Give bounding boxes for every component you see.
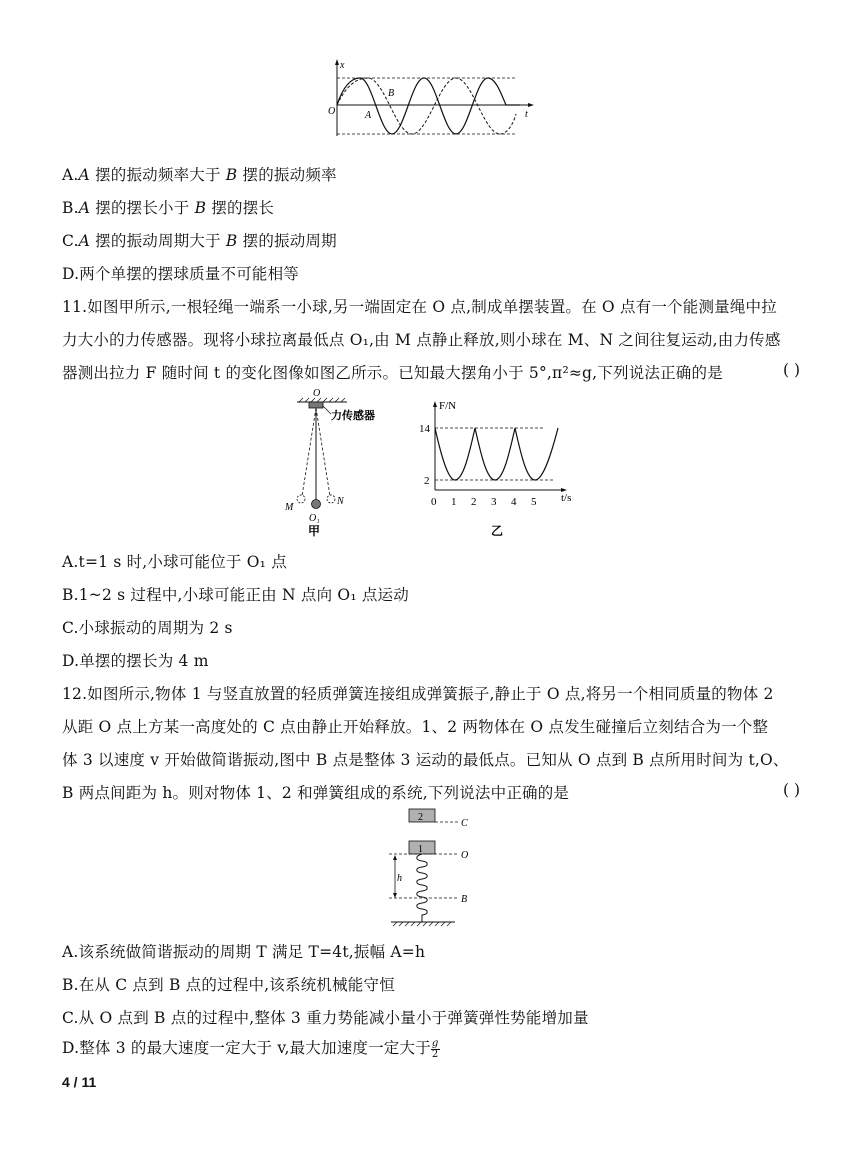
x-tick-4: 4 [511, 496, 517, 508]
y-tick-2: 2 [424, 475, 430, 487]
force-sensor [309, 402, 323, 408]
q12-option-c[interactable]: C.从 O 点到 B 点的过程中,整体 3 重力势能减小量小于弹簧弹性势能增加量 [62, 1009, 589, 1027]
ball-o1 [312, 500, 321, 509]
point-b-label: B [461, 894, 468, 905]
oscillation-graph-ab [320, 56, 540, 146]
point-c-label: C [461, 818, 468, 829]
q11-stem-line3: 器测出拉力 F 随时间 t 的变化图像如图乙所示。已知最大摆角小于 5°,π²≈g,下列说法正确的是 [62, 364, 723, 382]
q12-stem-line4: B 两点间距为 h。则对物体 1、2 和弹簧组成的系统,下列说法中正确的是 [62, 784, 570, 802]
q12-option-d[interactable] [62, 1036, 440, 1060]
force-time-graph-yi [413, 395, 588, 545]
ball-n [327, 495, 335, 503]
x-axis-label: t/s [561, 492, 572, 504]
q11-option-a[interactable]: A.t=1 s 时,小球可能位于 O₁ 点 [62, 553, 287, 571]
jia-caption: 甲 [308, 524, 321, 538]
q10-a-var2: B [225, 166, 238, 184]
ball-m [297, 495, 305, 503]
q12-option-a[interactable]: A.该系统做简谐振动的周期 T 满足 T=4t,振幅 A=h [62, 943, 426, 961]
origin-label: O [328, 106, 336, 117]
x-tick-0: 0 [431, 496, 437, 508]
fraction-g-over-2 [431, 1039, 440, 1060]
q10-c-text1: 摆的振动周期大于 [90, 232, 226, 250]
jia-point-n: N [337, 496, 344, 507]
q12-answer-blank[interactable]: ( ) [782, 781, 800, 799]
curve-a-label: A [365, 110, 372, 121]
q10-option-b[interactable] [62, 196, 274, 218]
q12-stem-line3: 体 3 以速度 v 开始做简谐振动,图中 B 点是整体 3 运动的最低点。已知从 O 点到 B 点所用时间为 t,O、 [62, 751, 789, 769]
q12-stem-line2: 从距 O 点上方某一高度处的 C 点由静止开始释放。1、2 两物体在 O 点发生碰撞后立刻结合为一个整 [62, 718, 769, 736]
q10-a-var1: A [78, 166, 90, 184]
q11-answer-blank[interactable]: ( ) [782, 361, 800, 379]
q10-a-text1: 摆的振动频率大于 [89, 166, 226, 184]
jia-sensor-label: 力传感器 [331, 410, 375, 422]
q10-c-var2: B [225, 232, 238, 250]
jia-point-o: O [313, 388, 321, 399]
spring [417, 854, 428, 922]
point-o-label: O [461, 850, 469, 861]
q10-a-prefix: A. [62, 166, 79, 184]
q10-b-var1: A [78, 199, 91, 217]
q10-b-prefix: B. [62, 199, 79, 217]
y-axis-label: F/N [439, 400, 457, 412]
q10-c-prefix: C. [62, 232, 79, 250]
force-curve [435, 428, 558, 480]
curve-a [337, 78, 520, 134]
q12-option-d-text: D.整体 3 的最大速度一定大于 v,最大加速度一定大于 [62, 1039, 431, 1057]
block-1-label: 1 [418, 844, 423, 855]
h-label: h [397, 873, 402, 884]
q11-option-d[interactable]: D.单摆的摆长为 4 m [62, 652, 209, 670]
q12-stem-line1: 12.如图所示,物体 1 与竖直放置的轻质弹簧连接组成弹簧振子,静止于 O 点,将另一个相同质量的物体 2 [62, 685, 774, 703]
page-number: 4 / 11 [62, 1074, 97, 1090]
q10-c-var1: A [78, 232, 91, 250]
q12-option-b[interactable]: B.在从 C 点到 B 点的过程中,该系统机械能守恒 [62, 976, 395, 994]
curve-b [337, 78, 516, 134]
yi-caption: 乙 [491, 524, 504, 538]
fraction-denominator: 2 [431, 1048, 439, 1060]
axis-x-label: x [340, 60, 345, 71]
q10-option-c[interactable] [62, 229, 337, 251]
fraction-numerator: g [431, 1037, 439, 1049]
x-tick-1: 1 [451, 496, 457, 508]
jia-point-m: M [285, 502, 294, 513]
q10-option-d[interactable]: D.两个单摆的摆球质量不可能相等 [62, 265, 300, 283]
q10-b-text1: 摆的摆长小于 [90, 199, 195, 217]
y-tick-14: 14 [419, 423, 430, 435]
spring-oscillator-figure [385, 806, 495, 930]
q10-c-text2: 摆的振动周期 [237, 232, 337, 250]
curve-b-label: B [388, 88, 395, 99]
block-2-label: 2 [418, 812, 423, 823]
jia-point-o1: O₁ [309, 513, 320, 524]
q11-option-c[interactable]: C.小球振动的周期为 2 s [62, 619, 233, 637]
q10-b-var2: B [194, 199, 207, 217]
x-tick-2: 2 [471, 496, 477, 508]
x-tick-3: 3 [491, 496, 497, 508]
q11-option-b[interactable]: B.1~2 s 过程中,小球可能正由 N 点向 O₁ 点运动 [62, 586, 409, 604]
q11-stem-line1: 11.如图甲所示,一根轻绳一端系一小球,另一端固定在 O 点,制成单摆装置。在 O 点有一个能测量绳中拉 [62, 298, 777, 316]
q10-a-text2: 摆的振动频率 [237, 166, 337, 184]
x-tick-5: 5 [531, 496, 537, 508]
axis-t-label: t [525, 109, 528, 120]
q10-option-a[interactable] [62, 163, 337, 185]
pendulum-figure-jia [275, 388, 395, 538]
q10-b-text2: 摆的摆长 [206, 199, 275, 217]
q11-stem-line2: 力大小的力传感器。现将小球拉离最低点 O₁,由 M 点静止释放,则小球在 M、N 之间往复运动,由力传感 [62, 331, 781, 349]
